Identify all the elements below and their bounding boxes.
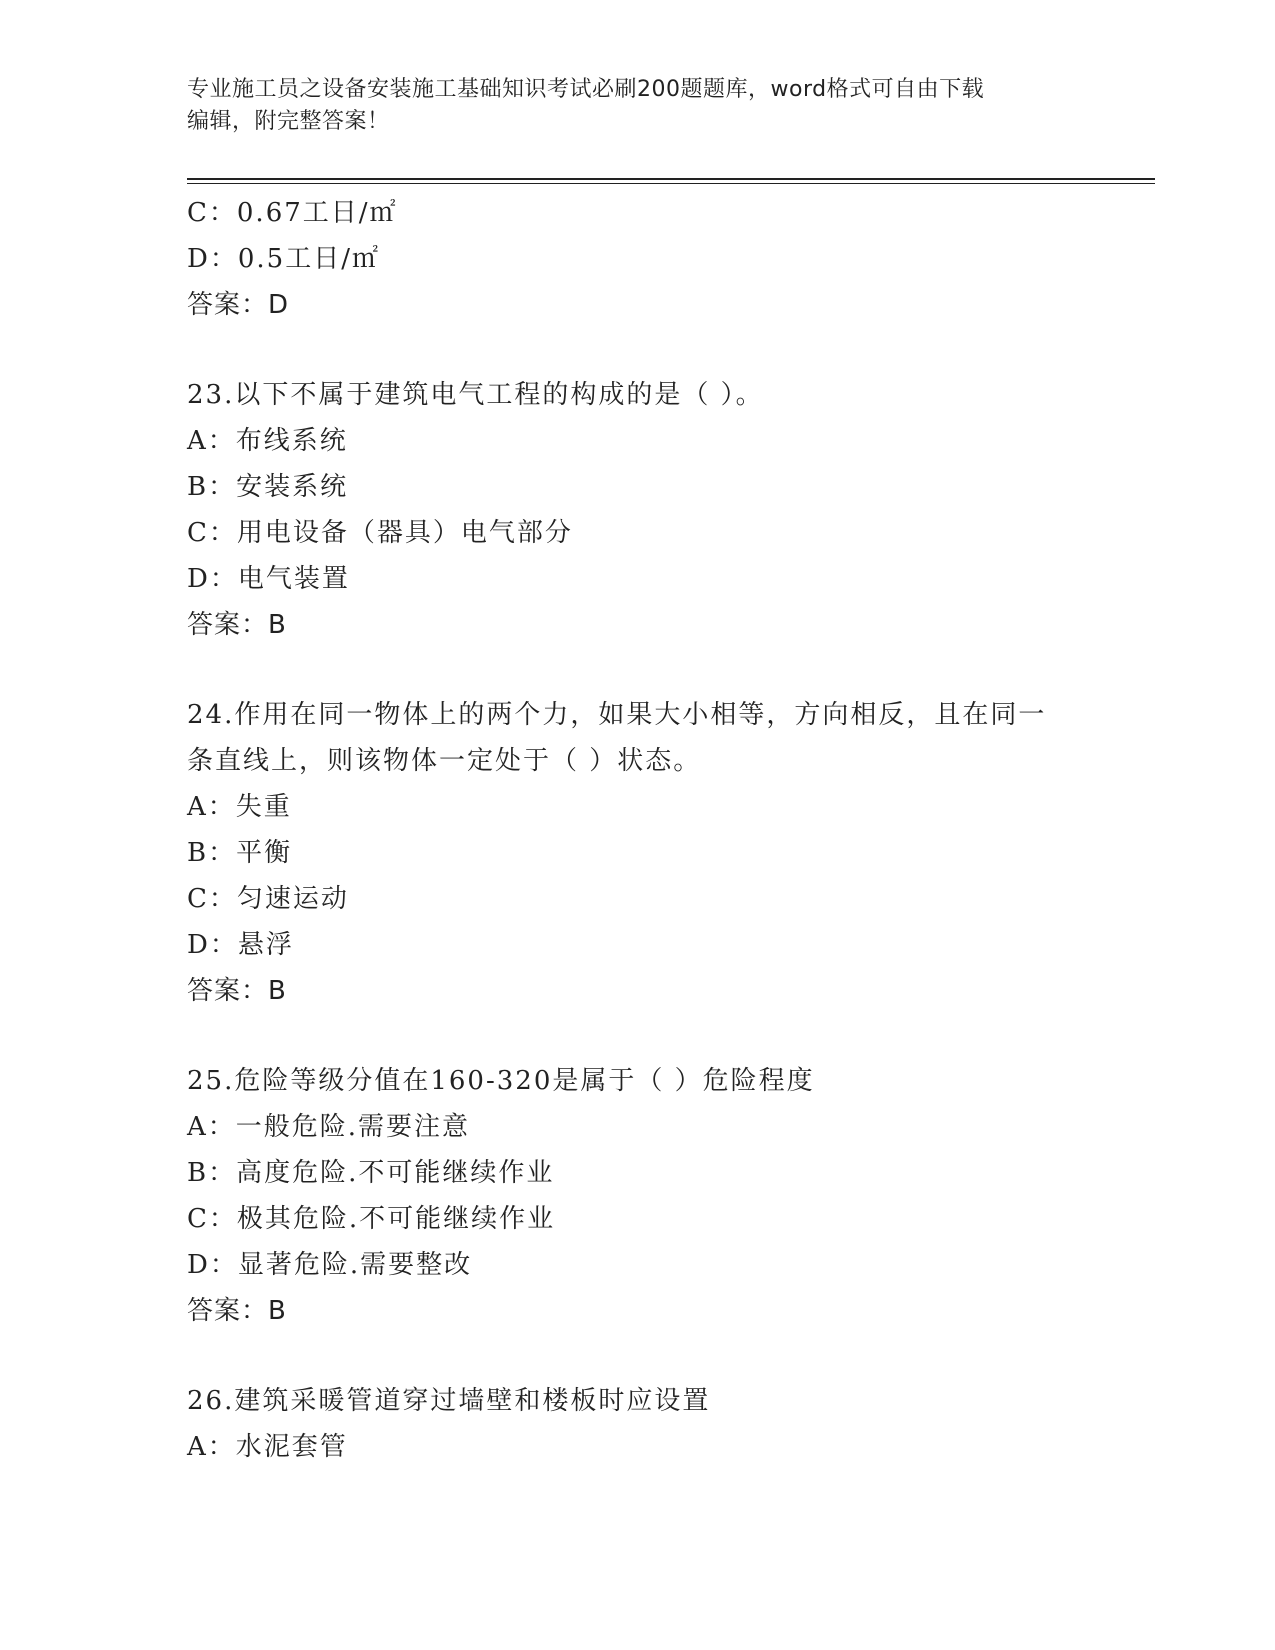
question-23-answer: 答案：B	[187, 610, 287, 640]
question-26	[187, 1378, 1087, 1470]
question-23-option-b: B：安装系统	[187, 472, 349, 502]
question-23	[187, 372, 1087, 648]
question-content	[187, 190, 1087, 1470]
question-22-answer: 答案：D	[187, 290, 290, 320]
question-26-option-a: A：水泥套管	[187, 1432, 348, 1462]
question-24-option-c: C：匀速运动	[187, 884, 349, 914]
question-25	[187, 1058, 1087, 1334]
question-23-option-a: A：布线系统	[187, 426, 348, 456]
spacer	[187, 648, 1087, 692]
question-24-option-a: A：失重	[187, 792, 292, 822]
header-title-line-2: 编辑，附完整答案！	[187, 109, 390, 134]
question-22-fragment	[187, 190, 1087, 328]
document-header	[187, 74, 1077, 138]
question-24-answer: 答案：B	[187, 976, 287, 1006]
question-22-option-d: D：0.5工日/㎡	[187, 244, 380, 274]
question-24-stem-line-2: 条直线上，则该物体一定处于（ ）状态。	[187, 746, 702, 776]
question-25-stem: 25.危险等级分值在160-320是属于（ ）危险程度	[187, 1066, 815, 1096]
question-25-option-d: D：显著危险.需要整改	[187, 1250, 473, 1280]
question-26-stem: 26.建筑采暖管道穿过墙壁和楼板时应设置	[187, 1386, 711, 1416]
question-24-stem-line-1: 24.作用在同一物体上的两个力，如果大小相等，方向相反，且在同一	[187, 700, 1047, 730]
question-25-option-b: B：高度危险.不可能继续作业	[187, 1158, 555, 1188]
question-23-stem: 23.以下不属于建筑电气工程的构成的是（ ）。	[187, 380, 764, 410]
header-divider-thin	[187, 183, 1155, 184]
question-23-option-c: C：用电设备（器具）电气部分	[187, 518, 573, 548]
question-25-answer: 答案：B	[187, 1296, 287, 1326]
spacer	[187, 1014, 1087, 1058]
question-25-option-a: A：一般危险.需要注意	[187, 1112, 471, 1142]
question-24-option-b: B：平衡	[187, 838, 293, 868]
question-25-option-c: C：极其危险.不可能继续作业	[187, 1204, 556, 1234]
spacer	[187, 1334, 1087, 1378]
question-22-option-c: C：0.67工日/㎡	[187, 198, 398, 228]
question-24-option-d: D：悬浮	[187, 930, 294, 960]
spacer	[187, 328, 1087, 372]
question-24	[187, 692, 1087, 1014]
header-divider-thick	[187, 178, 1155, 180]
question-23-option-d: D：电气装置	[187, 564, 350, 594]
header-title-line-1: 专业施工员之设备安装施工基础知识考试必刷200题题库，word格式可自由下载	[187, 77, 985, 102]
